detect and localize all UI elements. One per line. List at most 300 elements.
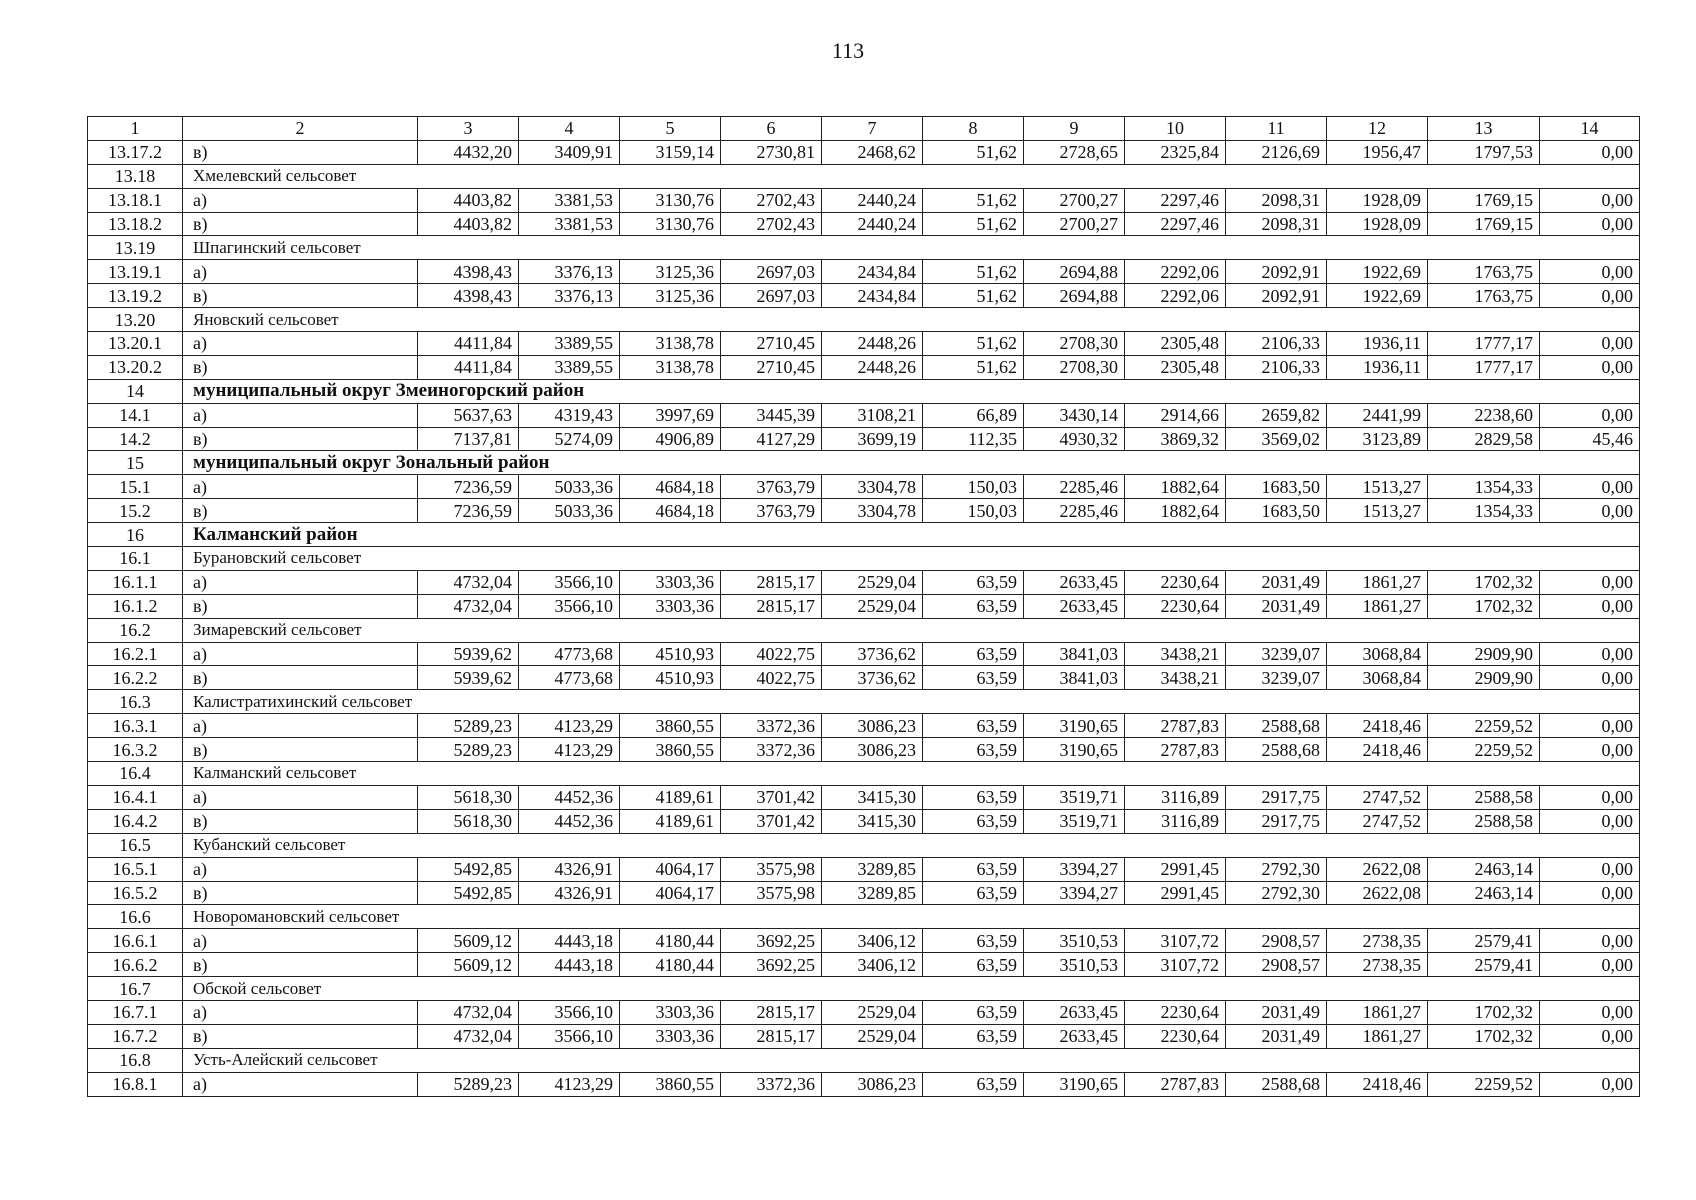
row-code: 16.5 bbox=[88, 833, 183, 857]
value-cell: 1882,64 bbox=[1125, 499, 1226, 523]
row-code: 13.19 bbox=[88, 236, 183, 260]
value-cell: 3997,69 bbox=[620, 403, 721, 427]
value-cell: 3860,55 bbox=[620, 1072, 721, 1096]
value-cell: 2829,58 bbox=[1428, 427, 1540, 451]
value-cell: 0,00 bbox=[1540, 929, 1640, 953]
row-code: 16.2 bbox=[88, 618, 183, 642]
subsection-row bbox=[88, 236, 1640, 260]
row-code: 16.6.2 bbox=[88, 953, 183, 977]
subsection-row bbox=[88, 618, 1640, 642]
table-row bbox=[88, 642, 1640, 666]
value-cell: 3430,14 bbox=[1024, 403, 1125, 427]
value-cell: 2747,52 bbox=[1327, 809, 1428, 833]
value-cell: 63,59 bbox=[923, 929, 1024, 953]
value-cell: 1702,32 bbox=[1428, 570, 1540, 594]
value-cell: 2694,88 bbox=[1024, 260, 1125, 284]
value-cell: 2914,66 bbox=[1125, 403, 1226, 427]
value-cell: 3569,02 bbox=[1226, 427, 1327, 451]
value-cell: 3510,53 bbox=[1024, 953, 1125, 977]
value-cell: 5939,62 bbox=[418, 642, 519, 666]
value-cell: 2708,30 bbox=[1024, 355, 1125, 379]
value-cell: 3086,23 bbox=[822, 714, 923, 738]
value-cell: 2441,99 bbox=[1327, 403, 1428, 427]
row-code: 13.20.2 bbox=[88, 355, 183, 379]
value-cell: 63,59 bbox=[923, 570, 1024, 594]
value-cell: 2418,46 bbox=[1327, 1072, 1428, 1096]
value-cell: 1777,17 bbox=[1428, 332, 1540, 356]
value-cell: 3519,71 bbox=[1024, 809, 1125, 833]
value-cell: 4180,44 bbox=[620, 953, 721, 977]
table-row bbox=[88, 738, 1640, 762]
value-cell: 4906,89 bbox=[620, 427, 721, 451]
value-cell: 2434,84 bbox=[822, 260, 923, 284]
subsection-row bbox=[88, 1048, 1640, 1072]
value-cell: 2579,41 bbox=[1428, 953, 1540, 977]
row-variant: а) bbox=[183, 332, 418, 356]
value-cell: 3381,53 bbox=[519, 188, 620, 212]
value-cell: 3239,07 bbox=[1226, 666, 1327, 690]
value-cell: 51,62 bbox=[923, 332, 1024, 356]
table-row bbox=[88, 332, 1640, 356]
subsection-title: Бурановский сельсовет bbox=[183, 547, 1640, 571]
value-cell: 2529,04 bbox=[822, 570, 923, 594]
subsection-title: Обской сельсовет bbox=[183, 977, 1640, 1001]
value-cell: 2633,45 bbox=[1024, 1024, 1125, 1048]
table-row bbox=[88, 857, 1640, 881]
row-code: 15.2 bbox=[88, 499, 183, 523]
value-cell: 0,00 bbox=[1540, 570, 1640, 594]
value-cell: 4398,43 bbox=[418, 284, 519, 308]
value-cell: 4773,68 bbox=[519, 642, 620, 666]
value-cell: 3381,53 bbox=[519, 212, 620, 236]
value-cell: 63,59 bbox=[923, 1000, 1024, 1024]
value-cell: 2230,64 bbox=[1125, 1024, 1226, 1048]
row-variant: в) bbox=[183, 594, 418, 618]
row-variant: а) bbox=[183, 785, 418, 809]
value-cell: 1354,33 bbox=[1428, 499, 1540, 523]
value-cell: 3701,42 bbox=[721, 809, 822, 833]
row-variant: а) bbox=[183, 857, 418, 881]
value-cell: 3394,27 bbox=[1024, 857, 1125, 881]
value-cell: 2622,08 bbox=[1327, 857, 1428, 881]
value-cell: 3860,55 bbox=[620, 738, 721, 762]
row-code: 16.3.1 bbox=[88, 714, 183, 738]
value-cell: 5609,12 bbox=[418, 929, 519, 953]
value-cell: 2230,64 bbox=[1125, 594, 1226, 618]
value-cell: 2787,83 bbox=[1125, 714, 1226, 738]
value-cell: 150,03 bbox=[923, 475, 1024, 499]
value-cell: 51,62 bbox=[923, 212, 1024, 236]
value-cell: 2238,60 bbox=[1428, 403, 1540, 427]
value-cell: 63,59 bbox=[923, 881, 1024, 905]
value-cell: 1763,75 bbox=[1428, 260, 1540, 284]
value-cell: 3239,07 bbox=[1226, 642, 1327, 666]
row-code: 16.3.2 bbox=[88, 738, 183, 762]
section-title: муниципальный округ Зональный район bbox=[183, 451, 1640, 475]
column-number: 13 bbox=[1428, 117, 1540, 141]
table-row bbox=[88, 666, 1640, 690]
value-cell: 0,00 bbox=[1540, 738, 1640, 762]
value-cell: 2815,17 bbox=[721, 570, 822, 594]
value-cell: 3303,36 bbox=[620, 1024, 721, 1048]
value-cell: 3394,27 bbox=[1024, 881, 1125, 905]
value-cell: 0,00 bbox=[1540, 714, 1640, 738]
row-code: 13.17.2 bbox=[88, 140, 183, 164]
row-code: 16.4.1 bbox=[88, 785, 183, 809]
value-cell: 3190,65 bbox=[1024, 738, 1125, 762]
value-cell: 4326,91 bbox=[519, 881, 620, 905]
value-cell: 3841,03 bbox=[1024, 642, 1125, 666]
value-cell: 2908,57 bbox=[1226, 929, 1327, 953]
value-cell: 5289,23 bbox=[418, 738, 519, 762]
value-cell: 4064,17 bbox=[620, 857, 721, 881]
row-code: 16.5.1 bbox=[88, 857, 183, 881]
value-cell: 1763,75 bbox=[1428, 284, 1540, 308]
row-code: 13.20 bbox=[88, 308, 183, 332]
subsection-title: Новоромановский сельсовет bbox=[183, 905, 1640, 929]
section-title: муниципальный округ Змеиногорский район bbox=[183, 379, 1640, 403]
value-cell: 4326,91 bbox=[519, 857, 620, 881]
row-variant: в) bbox=[183, 809, 418, 833]
value-cell: 1777,17 bbox=[1428, 355, 1540, 379]
value-cell: 0,00 bbox=[1540, 355, 1640, 379]
value-cell: 63,59 bbox=[923, 642, 1024, 666]
row-code: 16.2.2 bbox=[88, 666, 183, 690]
row-code: 16 bbox=[88, 523, 183, 547]
row-code: 13.19.1 bbox=[88, 260, 183, 284]
value-cell: 3566,10 bbox=[519, 1000, 620, 1024]
value-cell: 3372,36 bbox=[721, 738, 822, 762]
value-cell: 63,59 bbox=[923, 594, 1024, 618]
value-cell: 2259,52 bbox=[1428, 714, 1540, 738]
value-cell: 7236,59 bbox=[418, 475, 519, 499]
value-cell: 3389,55 bbox=[519, 355, 620, 379]
value-cell: 3736,62 bbox=[822, 666, 923, 690]
value-cell: 5033,36 bbox=[519, 475, 620, 499]
row-code: 14 bbox=[88, 379, 183, 403]
value-cell: 3376,13 bbox=[519, 284, 620, 308]
value-cell: 0,00 bbox=[1540, 1072, 1640, 1096]
value-cell: 2588,58 bbox=[1428, 809, 1540, 833]
value-cell: 63,59 bbox=[923, 953, 1024, 977]
subsection-row bbox=[88, 308, 1640, 332]
value-cell: 4189,61 bbox=[620, 809, 721, 833]
value-cell: 4732,04 bbox=[418, 570, 519, 594]
table-row bbox=[88, 594, 1640, 618]
value-cell: 1861,27 bbox=[1327, 570, 1428, 594]
value-cell: 7137,81 bbox=[418, 427, 519, 451]
value-cell: 4443,18 bbox=[519, 929, 620, 953]
value-cell: 3372,36 bbox=[721, 714, 822, 738]
value-cell: 0,00 bbox=[1540, 140, 1640, 164]
value-cell: 2098,31 bbox=[1226, 212, 1327, 236]
value-cell: 2092,91 bbox=[1226, 284, 1327, 308]
value-cell: 2728,65 bbox=[1024, 140, 1125, 164]
value-cell: 2588,68 bbox=[1226, 738, 1327, 762]
value-cell: 2579,41 bbox=[1428, 929, 1540, 953]
value-cell: 2305,48 bbox=[1125, 332, 1226, 356]
row-code: 13.20.1 bbox=[88, 332, 183, 356]
value-cell: 5274,09 bbox=[519, 427, 620, 451]
value-cell: 1702,32 bbox=[1428, 594, 1540, 618]
value-cell: 3438,21 bbox=[1125, 666, 1226, 690]
value-cell: 3138,78 bbox=[620, 332, 721, 356]
table-row bbox=[88, 570, 1640, 594]
value-cell: 2418,46 bbox=[1327, 714, 1428, 738]
value-cell: 112,35 bbox=[923, 427, 1024, 451]
value-cell: 4443,18 bbox=[519, 953, 620, 977]
value-cell: 1769,15 bbox=[1428, 188, 1540, 212]
row-variant: а) bbox=[183, 475, 418, 499]
subsection-row bbox=[88, 547, 1640, 571]
value-cell: 2098,31 bbox=[1226, 188, 1327, 212]
value-cell: 2440,24 bbox=[822, 212, 923, 236]
row-code: 16.6.1 bbox=[88, 929, 183, 953]
value-cell: 51,62 bbox=[923, 284, 1024, 308]
value-cell: 1683,50 bbox=[1226, 475, 1327, 499]
value-cell: 4064,17 bbox=[620, 881, 721, 905]
value-cell: 3409,91 bbox=[519, 140, 620, 164]
value-cell: 1797,53 bbox=[1428, 140, 1540, 164]
value-cell: 3304,78 bbox=[822, 475, 923, 499]
subsection-title: Хмелевский сельсовет bbox=[183, 164, 1640, 188]
row-code: 16.7.2 bbox=[88, 1024, 183, 1048]
row-code: 16.3 bbox=[88, 690, 183, 714]
value-cell: 2697,03 bbox=[721, 284, 822, 308]
value-cell: 2529,04 bbox=[822, 1000, 923, 1024]
value-cell: 3389,55 bbox=[519, 332, 620, 356]
row-variant: в) bbox=[183, 284, 418, 308]
column-number: 3 bbox=[418, 117, 519, 141]
value-cell: 3123,89 bbox=[1327, 427, 1428, 451]
row-code: 16.4.2 bbox=[88, 809, 183, 833]
column-number: 11 bbox=[1226, 117, 1327, 141]
value-cell: 3086,23 bbox=[822, 738, 923, 762]
row-variant: а) bbox=[183, 714, 418, 738]
value-cell: 0,00 bbox=[1540, 475, 1640, 499]
column-number: 4 bbox=[519, 117, 620, 141]
value-cell: 1936,11 bbox=[1327, 332, 1428, 356]
column-number: 2 bbox=[183, 117, 418, 141]
value-cell: 3575,98 bbox=[721, 881, 822, 905]
subsection-row bbox=[88, 905, 1640, 929]
value-cell: 2659,82 bbox=[1226, 403, 1327, 427]
value-cell: 2031,49 bbox=[1226, 570, 1327, 594]
row-variant: в) bbox=[183, 666, 418, 690]
value-cell: 2917,75 bbox=[1226, 785, 1327, 809]
value-cell: 2710,45 bbox=[721, 332, 822, 356]
row-code: 16.8 bbox=[88, 1048, 183, 1072]
row-code: 16.4 bbox=[88, 762, 183, 786]
table-row bbox=[88, 785, 1640, 809]
row-variant: в) bbox=[183, 140, 418, 164]
table-row bbox=[88, 499, 1640, 523]
value-cell: 3575,98 bbox=[721, 857, 822, 881]
value-cell: 4123,29 bbox=[519, 738, 620, 762]
value-cell: 3406,12 bbox=[822, 929, 923, 953]
value-cell: 4022,75 bbox=[721, 666, 822, 690]
value-cell: 3841,03 bbox=[1024, 666, 1125, 690]
value-cell: 4319,43 bbox=[519, 403, 620, 427]
value-cell: 2738,35 bbox=[1327, 929, 1428, 953]
value-cell: 0,00 bbox=[1540, 284, 1640, 308]
table-row bbox=[88, 1072, 1640, 1096]
value-cell: 4127,29 bbox=[721, 427, 822, 451]
value-cell: 2700,27 bbox=[1024, 188, 1125, 212]
value-cell: 0,00 bbox=[1540, 953, 1640, 977]
value-cell: 3869,32 bbox=[1125, 427, 1226, 451]
value-cell: 2285,46 bbox=[1024, 475, 1125, 499]
value-cell: 3736,62 bbox=[822, 642, 923, 666]
row-code: 16.1.1 bbox=[88, 570, 183, 594]
value-cell: 2747,52 bbox=[1327, 785, 1428, 809]
row-variant: в) bbox=[183, 881, 418, 905]
value-cell: 1956,47 bbox=[1327, 140, 1428, 164]
column-number: 9 bbox=[1024, 117, 1125, 141]
value-cell: 5609,12 bbox=[418, 953, 519, 977]
value-cell: 63,59 bbox=[923, 809, 1024, 833]
value-cell: 3086,23 bbox=[822, 1072, 923, 1096]
value-cell: 4403,82 bbox=[418, 188, 519, 212]
table-row bbox=[88, 140, 1640, 164]
value-cell: 3510,53 bbox=[1024, 929, 1125, 953]
value-cell: 63,59 bbox=[923, 1024, 1024, 1048]
value-cell: 5289,23 bbox=[418, 1072, 519, 1096]
value-cell: 0,00 bbox=[1540, 499, 1640, 523]
value-cell: 3692,25 bbox=[721, 929, 822, 953]
row-code: 15 bbox=[88, 451, 183, 475]
value-cell: 2031,49 bbox=[1226, 1024, 1327, 1048]
column-number: 5 bbox=[620, 117, 721, 141]
value-cell: 0,00 bbox=[1540, 666, 1640, 690]
value-cell: 3107,72 bbox=[1125, 929, 1226, 953]
value-cell: 2463,14 bbox=[1428, 881, 1540, 905]
value-cell: 3304,78 bbox=[822, 499, 923, 523]
value-cell: 3376,13 bbox=[519, 260, 620, 284]
value-cell: 2285,46 bbox=[1024, 499, 1125, 523]
value-cell: 3289,85 bbox=[822, 857, 923, 881]
value-cell: 2708,30 bbox=[1024, 332, 1125, 356]
value-cell: 2633,45 bbox=[1024, 594, 1125, 618]
value-cell: 1683,50 bbox=[1226, 499, 1327, 523]
row-code: 16.7.1 bbox=[88, 1000, 183, 1024]
value-cell: 2325,84 bbox=[1125, 140, 1226, 164]
value-cell: 1861,27 bbox=[1327, 1000, 1428, 1024]
row-code: 13.19.2 bbox=[88, 284, 183, 308]
value-cell: 0,00 bbox=[1540, 881, 1640, 905]
value-cell: 7236,59 bbox=[418, 499, 519, 523]
value-cell: 3130,76 bbox=[620, 212, 721, 236]
value-cell: 2738,35 bbox=[1327, 953, 1428, 977]
row-code: 16.1 bbox=[88, 547, 183, 571]
table-row bbox=[88, 284, 1640, 308]
value-cell: 3566,10 bbox=[519, 570, 620, 594]
table-row bbox=[88, 1024, 1640, 1048]
value-cell: 5033,36 bbox=[519, 499, 620, 523]
column-number: 10 bbox=[1125, 117, 1226, 141]
value-cell: 1702,32 bbox=[1428, 1000, 1540, 1024]
row-code: 16.5.2 bbox=[88, 881, 183, 905]
value-cell: 5637,63 bbox=[418, 403, 519, 427]
table-row bbox=[88, 881, 1640, 905]
row-code: 14.1 bbox=[88, 403, 183, 427]
subsection-row bbox=[88, 762, 1640, 786]
value-cell: 2418,46 bbox=[1327, 738, 1428, 762]
section-row bbox=[88, 451, 1640, 475]
value-cell: 2031,49 bbox=[1226, 1000, 1327, 1024]
value-cell: 66,89 bbox=[923, 403, 1024, 427]
row-variant: в) bbox=[183, 427, 418, 451]
table-row bbox=[88, 427, 1640, 451]
subsection-row bbox=[88, 977, 1640, 1001]
value-cell: 3438,21 bbox=[1125, 642, 1226, 666]
row-code: 16.7 bbox=[88, 977, 183, 1001]
value-cell: 2792,30 bbox=[1226, 881, 1327, 905]
value-cell: 2529,04 bbox=[822, 594, 923, 618]
section-row bbox=[88, 523, 1640, 547]
value-cell: 2297,46 bbox=[1125, 212, 1226, 236]
value-cell: 2702,43 bbox=[721, 188, 822, 212]
column-number: 6 bbox=[721, 117, 822, 141]
value-cell: 4684,18 bbox=[620, 475, 721, 499]
value-cell: 4732,04 bbox=[418, 594, 519, 618]
column-number: 14 bbox=[1540, 117, 1640, 141]
row-code: 13.18.1 bbox=[88, 188, 183, 212]
value-cell: 3566,10 bbox=[519, 594, 620, 618]
value-cell: 1928,09 bbox=[1327, 188, 1428, 212]
value-cell: 2909,90 bbox=[1428, 666, 1540, 690]
value-cell: 2991,45 bbox=[1125, 857, 1226, 881]
value-cell: 0,00 bbox=[1540, 809, 1640, 833]
value-cell: 3289,85 bbox=[822, 881, 923, 905]
value-cell: 3303,36 bbox=[620, 1000, 721, 1024]
subsection-row bbox=[88, 833, 1640, 857]
table-row bbox=[88, 1000, 1640, 1024]
value-cell: 2815,17 bbox=[721, 594, 822, 618]
value-cell: 2730,81 bbox=[721, 140, 822, 164]
value-cell: 3701,42 bbox=[721, 785, 822, 809]
table-row bbox=[88, 212, 1640, 236]
value-cell: 2106,33 bbox=[1226, 332, 1327, 356]
table-row bbox=[88, 188, 1640, 212]
subsection-title: Кубанский сельсовет bbox=[183, 833, 1640, 857]
value-cell: 51,62 bbox=[923, 260, 1024, 284]
value-cell: 2434,84 bbox=[822, 284, 923, 308]
value-cell: 1936,11 bbox=[1327, 355, 1428, 379]
subsection-title: Усть-Алейский сельсовет bbox=[183, 1048, 1640, 1072]
table-row bbox=[88, 809, 1640, 833]
table-row bbox=[88, 475, 1640, 499]
value-cell: 3303,36 bbox=[620, 570, 721, 594]
value-cell: 2440,24 bbox=[822, 188, 923, 212]
value-cell: 2292,06 bbox=[1125, 284, 1226, 308]
value-cell: 3860,55 bbox=[620, 714, 721, 738]
row-variant: в) bbox=[183, 355, 418, 379]
value-cell: 3763,79 bbox=[721, 499, 822, 523]
value-cell: 5289,23 bbox=[418, 714, 519, 738]
value-cell: 2292,06 bbox=[1125, 260, 1226, 284]
value-cell: 3138,78 bbox=[620, 355, 721, 379]
value-cell: 63,59 bbox=[923, 666, 1024, 690]
value-cell: 4022,75 bbox=[721, 642, 822, 666]
value-cell: 0,00 bbox=[1540, 332, 1640, 356]
value-cell: 3763,79 bbox=[721, 475, 822, 499]
row-code: 13.18.2 bbox=[88, 212, 183, 236]
row-variant: в) bbox=[183, 738, 418, 762]
value-cell: 3068,84 bbox=[1327, 642, 1428, 666]
tariff-table bbox=[87, 116, 1640, 1097]
value-cell: 1922,69 bbox=[1327, 260, 1428, 284]
